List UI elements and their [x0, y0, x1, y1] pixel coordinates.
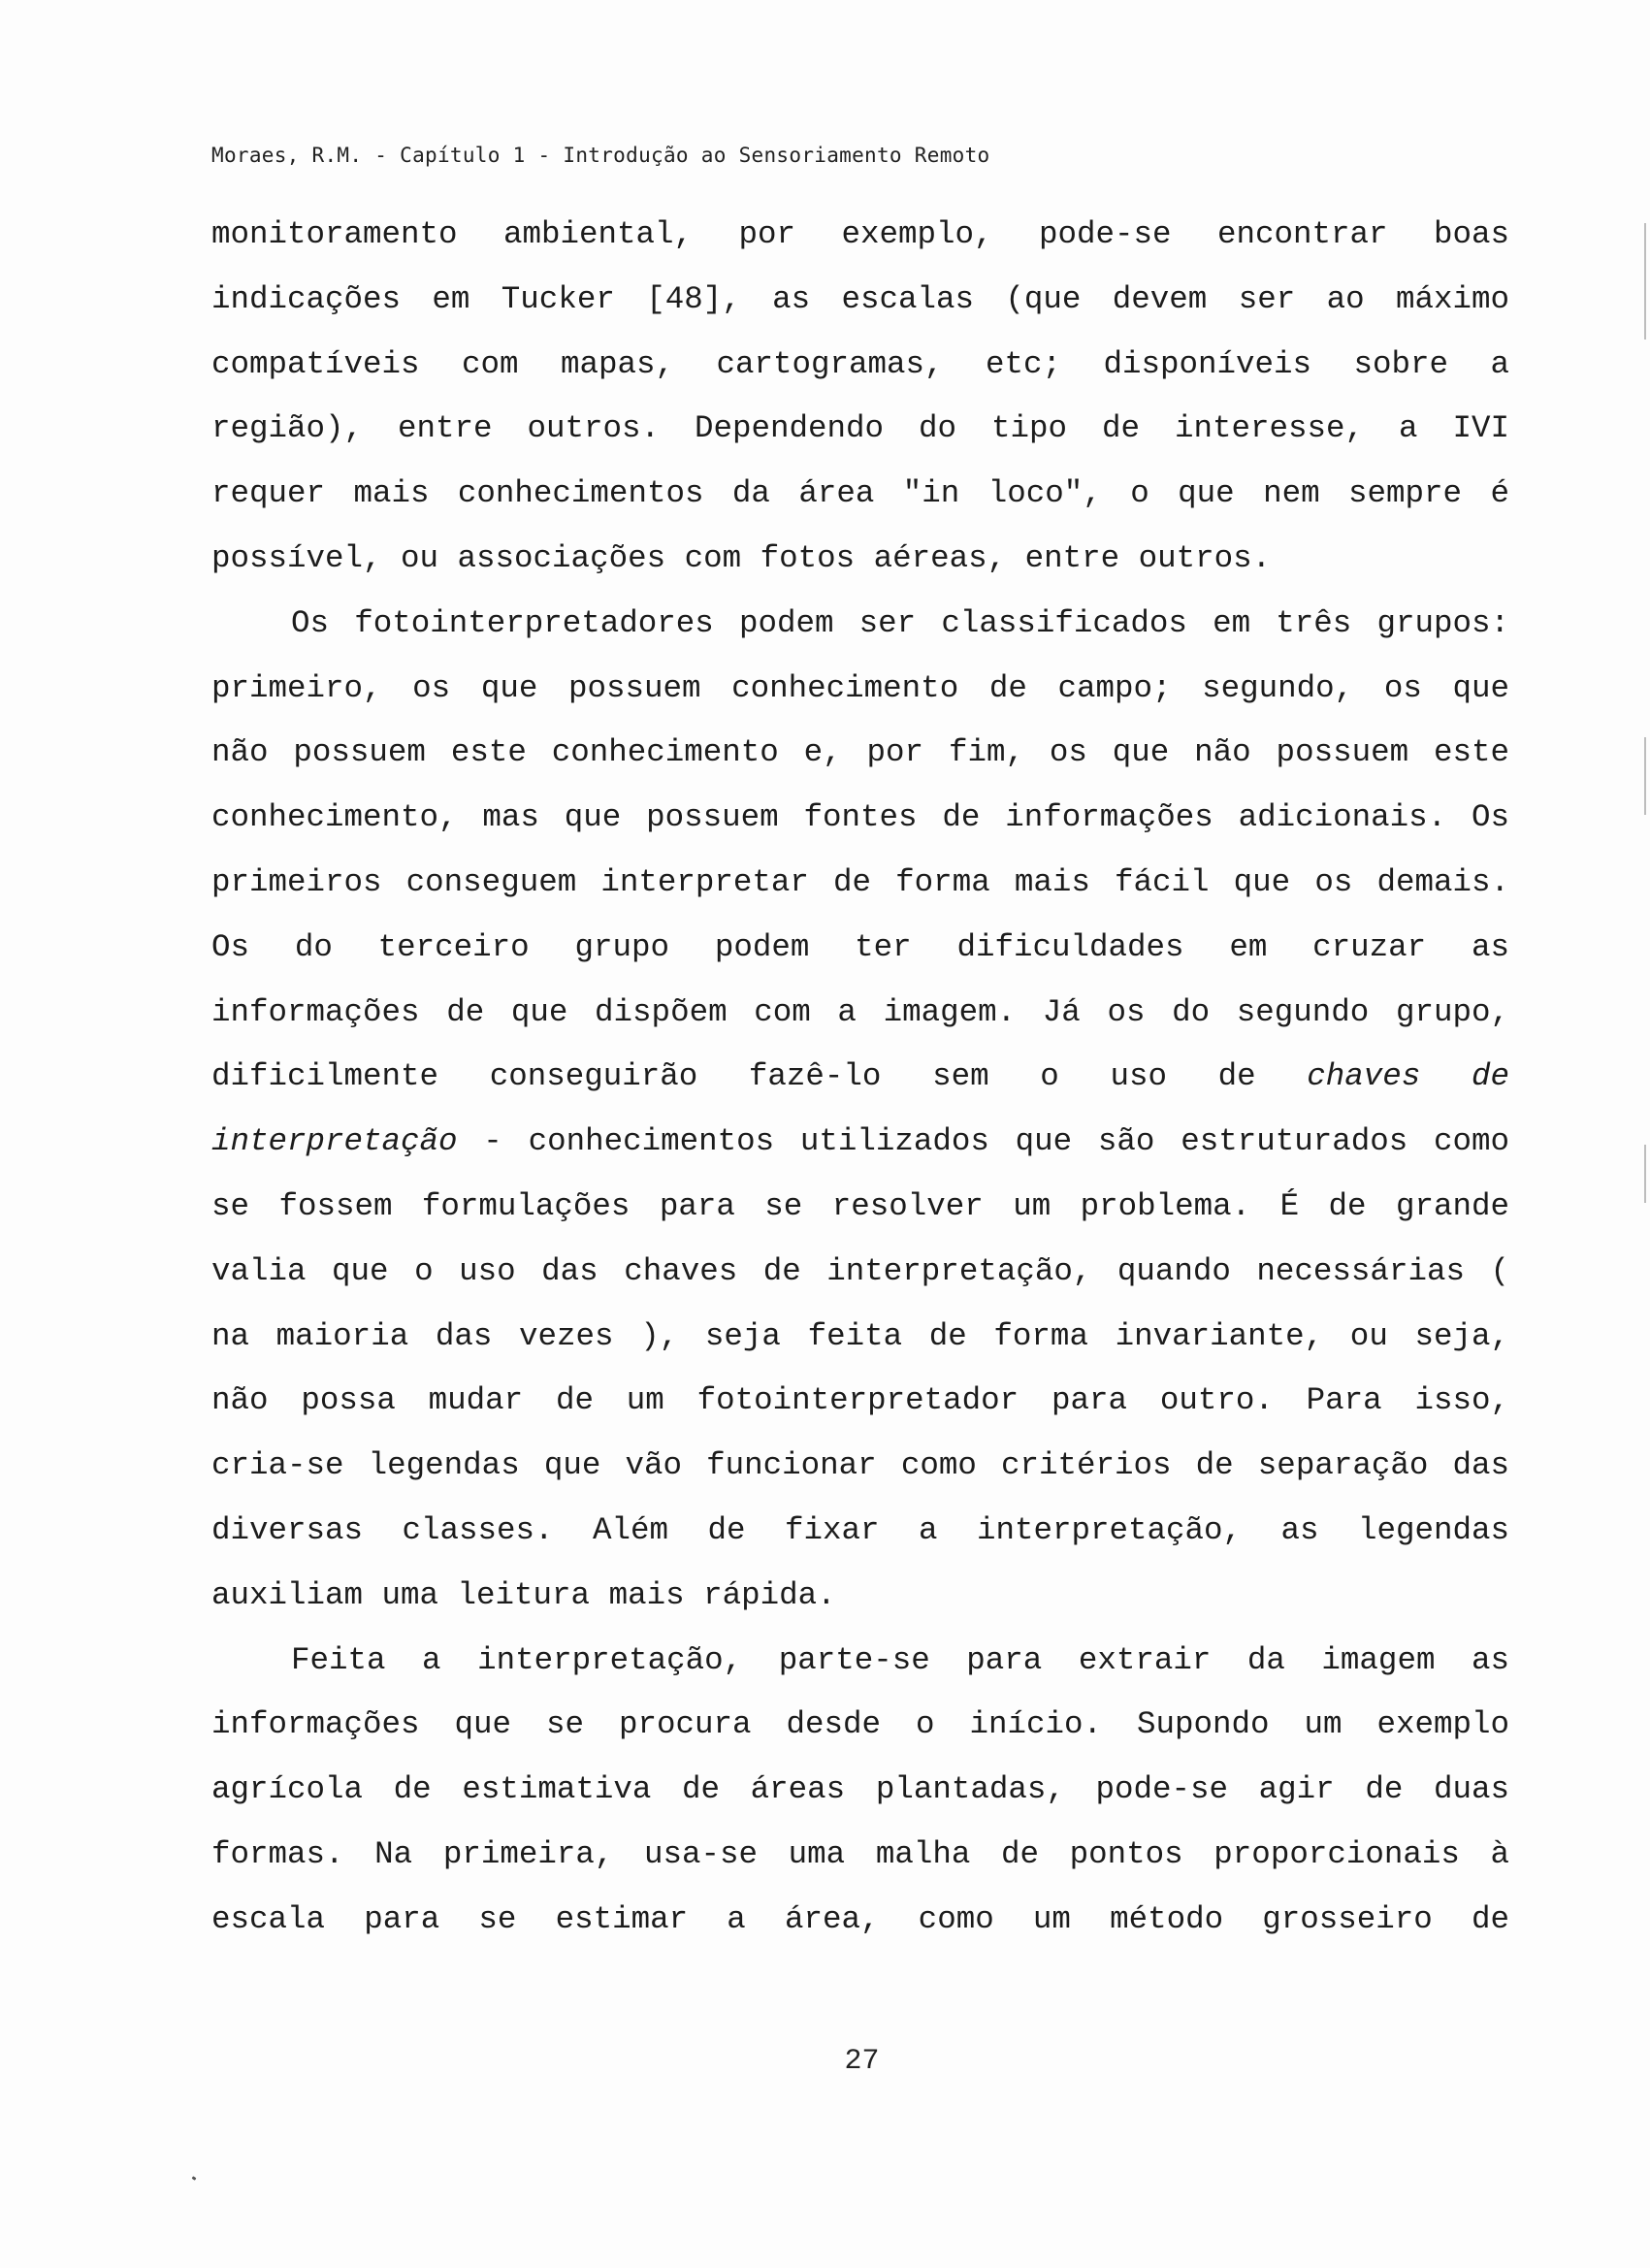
text-line: conhecimento, mas que possuem fontes de informações adicionais. Os [211, 799, 1509, 836]
text-line: primeiro, os que possuem conhecimento de campo; segundo, os que [211, 669, 1509, 706]
text-line: auxiliam uma leitura mais rápida. [211, 1576, 836, 1613]
scan-edge-mark [1644, 1145, 1646, 1203]
text-line: cria-se legendas que vão funcionar como critérios de separação das [211, 1447, 1509, 1484]
text-line: informações que se procura desde o início. Supondo um exemplo [211, 1706, 1509, 1743]
text-line: formas. Na primeira, usa-se uma malha de pontos proporcionais à [211, 1835, 1509, 1872]
text-line: não possuem este conhecimento e, por fim, os que não possuem este [211, 734, 1509, 771]
text-line: não possa mudar de um fotointerpretador para outro. Para isso, [211, 1382, 1509, 1419]
text-run: - conhecimentos utilizados que são estruturados como [457, 1123, 1509, 1160]
running-header: Moraes, R.M. - Capítulo 1 - Introdução ao Sensoriamento Remoto [211, 144, 990, 167]
text-line: Os do terceiro grupo podem ter dificuldades em cruzar as [211, 928, 1509, 965]
text-line: na maioria das vezes ), seja feita de forma invariante, ou seja, [211, 1317, 1509, 1354]
text-line: requer mais conhecimentos da área "in loco", o que nem sempre é [211, 475, 1509, 512]
text-line: possível, ou associações com fotos aéreas, entre outros. [211, 539, 1272, 576]
text-line: valia que o uso das chaves de interpretação, quando necessárias ( [211, 1252, 1509, 1289]
scan-edge-mark [1644, 737, 1646, 815]
text-line-first: Os fotointerpretadores podem ser classificados em três grupos: [291, 604, 1509, 641]
text-line: compatíveis com mapas, cartogramas, etc; disponíveis sobre a [211, 345, 1509, 382]
text-line: escala para se estimar a área, como um método grosseiro de [211, 1900, 1509, 1937]
text-line: primeiros conseguem interpretar de forma mais fácil que os demais. [211, 863, 1509, 900]
text-line: se fossem formulações para se resolver um problema. É de grande [211, 1187, 1509, 1224]
text-run: dificilmente conseguirão fazê-lo sem o uso de [211, 1058, 1308, 1095]
text-line: diversas classes. Além de fixar a interpretação, as legendas [211, 1511, 1509, 1548]
body-text [211, 210, 1509, 1960]
text-line: indicações em Tucker [48], as escalas (que devem ser ao máximo [211, 280, 1509, 317]
text-line: monitoramento ambiental, por exemplo, pode-se encontrar boas [211, 216, 1509, 252]
italic-term: chaves de [1307, 1058, 1509, 1095]
italic-term: interpretação [211, 1123, 458, 1160]
text-line: região), entre outros. Dependendo do tipo de interesse, a IVI [211, 410, 1509, 447]
page-number: 27 [844, 2045, 880, 2078]
scan-speck [192, 2176, 197, 2181]
scan-edge-mark [1644, 223, 1646, 340]
text-line: informações de que dispõem com a imagem. Já os do segundo grupo, [211, 993, 1509, 1030]
text-line: agrícola de estimativa de áreas plantadas, pode-se agir de duas [211, 1771, 1509, 1808]
text-line-interpretacao [211, 1117, 1509, 1182]
text-line-chaves [211, 1052, 1509, 1117]
text-line-first: Feita a interpretação, parte-se para extrair da imagem as [291, 1641, 1509, 1678]
